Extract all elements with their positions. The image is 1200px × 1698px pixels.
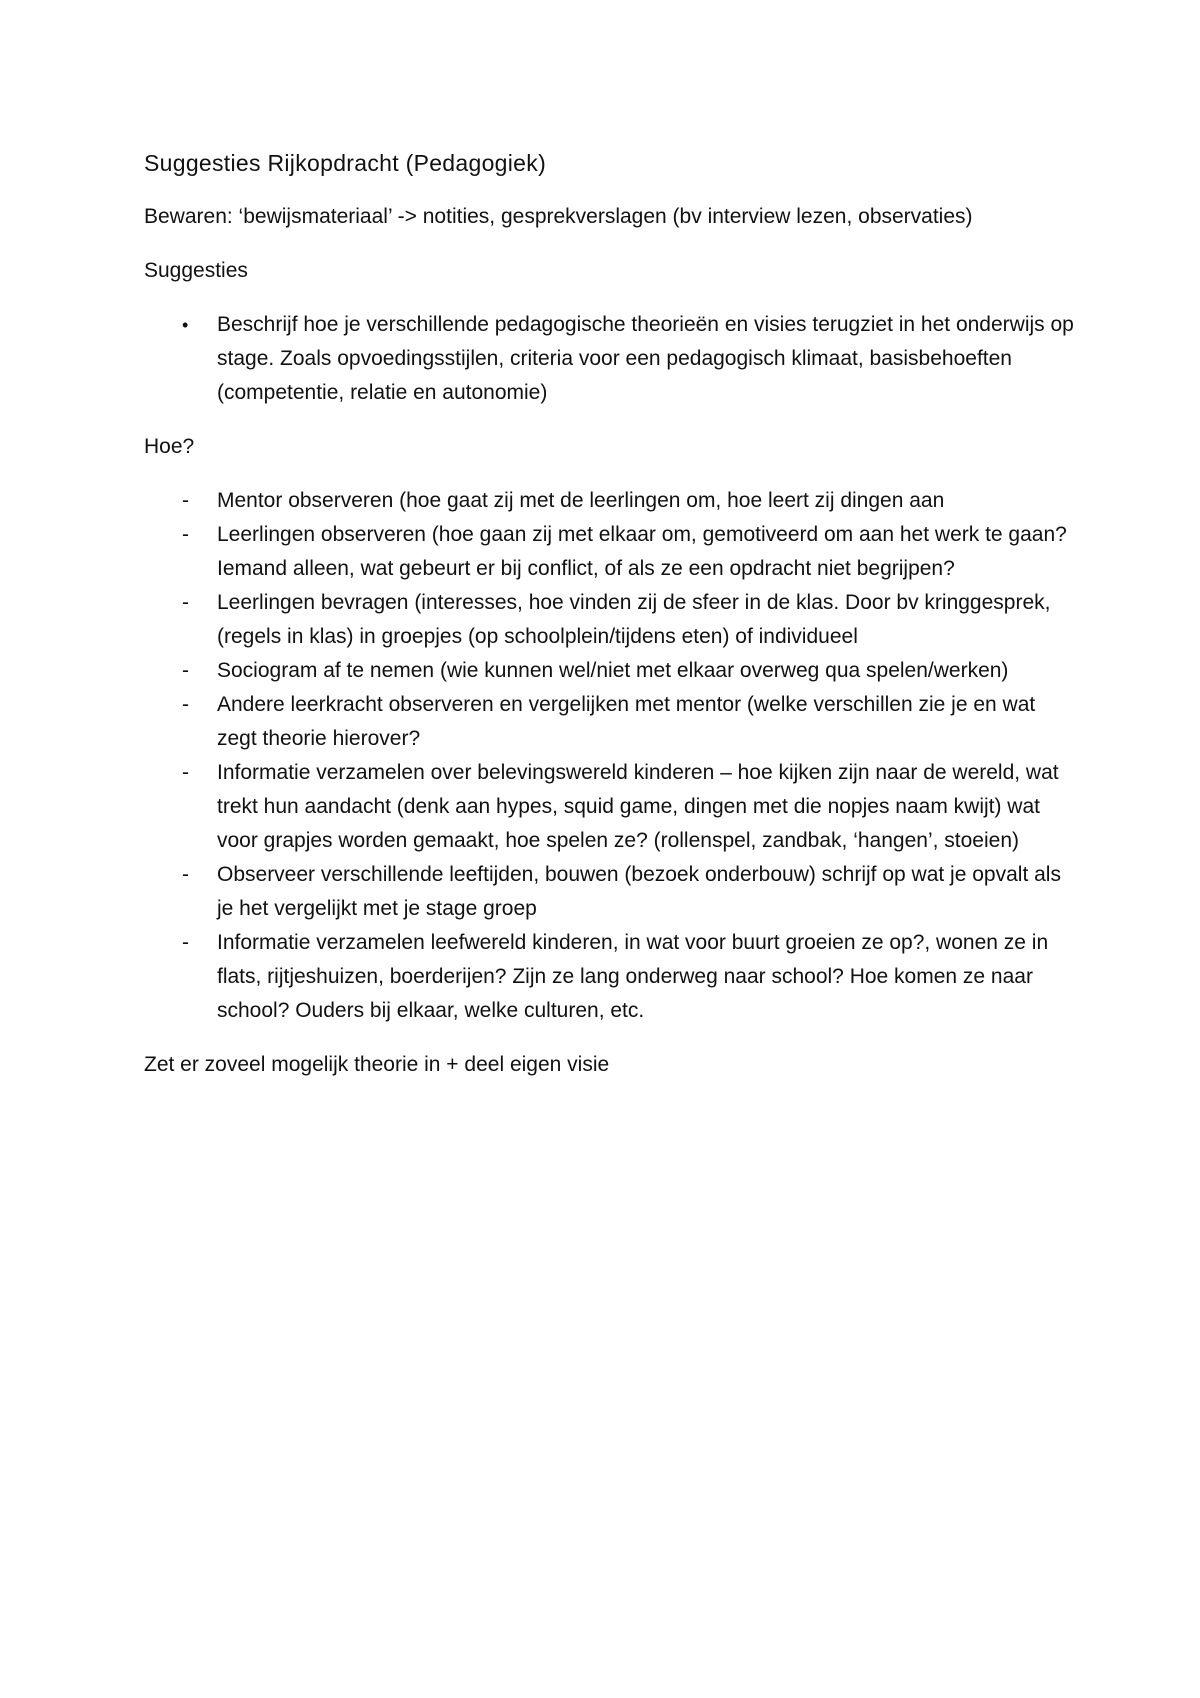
dash-marker: - (182, 863, 189, 886)
list-item (144, 688, 1074, 756)
list-item (144, 308, 1074, 410)
dash-marker: - (182, 523, 189, 546)
hoe-heading: Hoe? (144, 435, 195, 458)
list-item-text: Leerlingen bevragen (interesses, hoe vinden zij de sfeer in de klas. Door bv kringgesprek, (regels in klas) in groepjes (op schoolplein/tijdens eten) of individueel (217, 591, 1051, 648)
list-item (144, 654, 1074, 688)
document-page (144, 146, 1074, 1102)
hoe-dash-list (144, 484, 1074, 1028)
dash-marker: - (182, 761, 189, 784)
list-item-text: Mentor observeren (hoe gaat zij met de leerlingen om, hoe leert zij dingen aan (217, 489, 945, 512)
list-item (144, 586, 1074, 654)
list-item-text: Sociogram af te nemen (wie kunnen wel/niet met elkaar overweg qua spelen/werken) (217, 659, 1009, 682)
dash-marker: - (182, 693, 189, 716)
list-item-text: Observeer verschillende leeftijden, bouwen (bezoek onderbouw) schrijf op wat je opvalt als je het vergelijkt met je stage groep (217, 863, 1061, 920)
bewaren-paragraph: Bewaren: ‘bewijsmateriaal’ -> notities, gesprekverslagen (bv interview lezen, observaties) (144, 205, 973, 228)
dash-marker: - (182, 489, 189, 512)
list-item (144, 858, 1074, 926)
suggesties-heading: Suggesties (144, 259, 248, 282)
suggestion-bullet-list (144, 308, 1074, 410)
list-item-text: Andere leerkracht observeren en vergelijken met mentor (welke verschillen zie je en wat zegt theorie hierover? (217, 693, 1036, 750)
list-item (144, 926, 1074, 1028)
list-item (144, 756, 1074, 858)
list-item-text: Leerlingen observeren (hoe gaan zij met elkaar om, gemotiveerd om aan het werk te gaan? Iemand alleen, wat gebeurt er bij conflict, of als ze een opdracht niet begrijpen? (217, 523, 1067, 580)
list-item-text: Informatie verzamelen over belevingswereld kinderen – hoe kijken zijn naar de wereld, wat trekt hun aandacht (denk aan hypes, squid game, dingen met die nopjes naam kwijt) wat voor grapjes worden gemaakt, hoe spelen ze? (rollenspel, zandbak, ‘hangen’, stoeien) (217, 761, 1059, 852)
list-item (144, 518, 1074, 586)
document-title: Suggesties Rijkopdracht (Pedagogiek) (144, 150, 547, 176)
dash-marker: - (182, 659, 189, 682)
closing-paragraph: Zet er zoveel mogelijk theorie in + deel eigen visie (144, 1053, 610, 1076)
bullet-marker: • (182, 315, 189, 335)
dash-marker: - (182, 931, 189, 954)
dash-marker: - (182, 591, 189, 614)
list-item (144, 484, 1074, 518)
list-item-text: Beschrijf hoe je verschillende pedagogische theorieën en visies terugziet in het onderwijs op stage. Zoals opvoedingsstijlen, criteria voor een pedagogisch klimaat, basisbehoeften (competentie, relatie en autonomie) (217, 313, 1074, 404)
list-item-text: Informatie verzamelen leefwereld kinderen, in wat voor buurt groeien ze op?, wonen ze in flats, rijtjeshuizen, boerderijen? Zijn ze lang onderweg naar school? Hoe komen ze naar school? Ouders bij elkaar, welke culturen, etc. (217, 931, 1049, 1022)
